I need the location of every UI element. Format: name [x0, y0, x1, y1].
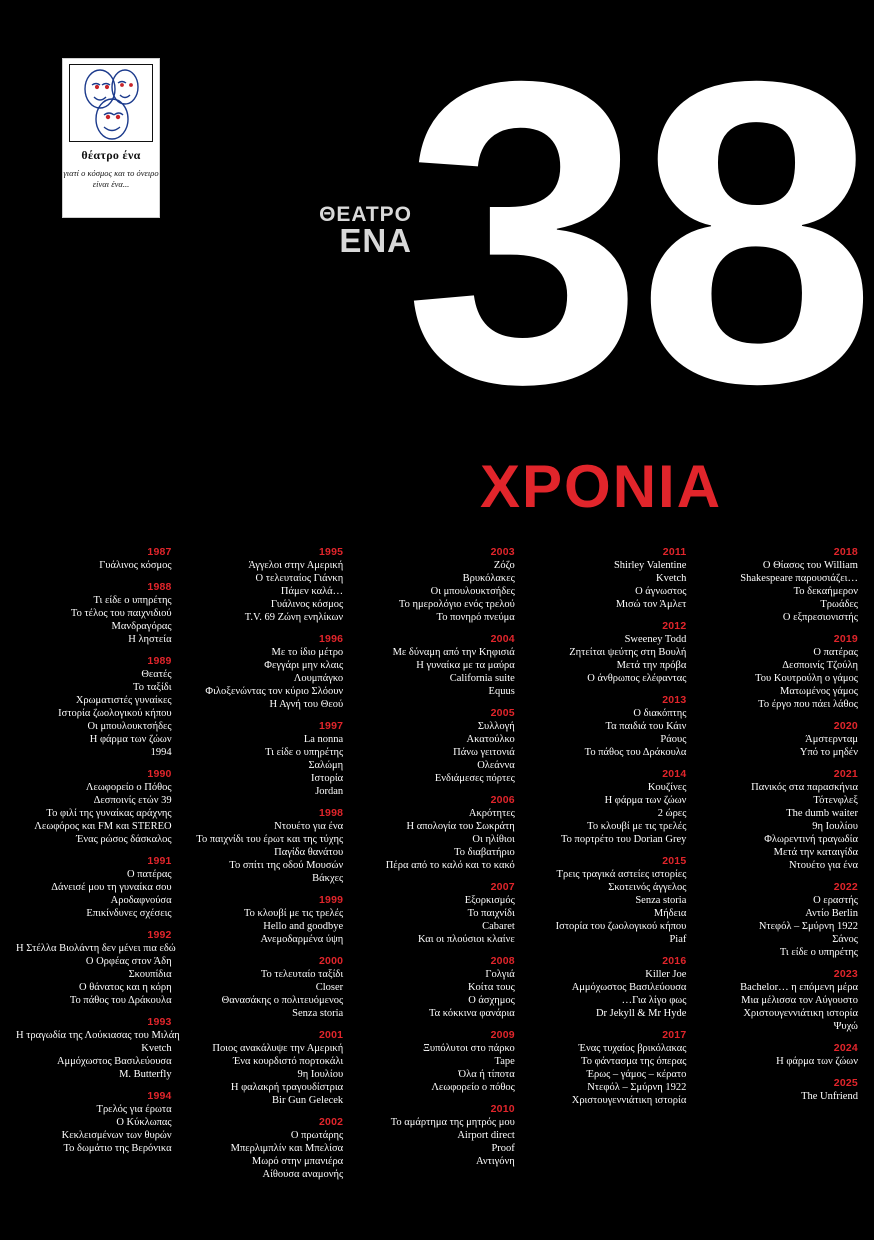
play-title: Οι ηλίθιοι [472, 834, 515, 845]
play-title: Ντεφόλ – Σμύρνη 1922 [587, 1082, 687, 1093]
play-title: Ολεάννα [477, 760, 515, 771]
play-title: Ζόζο [493, 560, 515, 571]
play-title: Μετά την πρόβα [616, 660, 687, 671]
play-title: Φεγγάρι μην κλαις [264, 660, 344, 671]
year-label: 2005 [490, 707, 515, 719]
play-title: Τι είδε ο υπηρέτης [93, 595, 172, 606]
column-2 [180, 546, 352, 1236]
play-title: Οι μπουλουκτσήδες [430, 586, 515, 597]
year-label: 1999 [319, 894, 344, 906]
play-title: Το φάντασμα της όπερας [581, 1056, 687, 1067]
year-group [16, 768, 172, 846]
play-title: Σκουπίδια [128, 969, 172, 980]
play-title: Ένα κουρδιστό πορτοκάλι [233, 1056, 344, 1067]
year-group [16, 1016, 180, 1081]
play-title: Το τελευταίο ταξίδι [260, 969, 344, 980]
play-title: Τα κόκκινα φανάρια [428, 1008, 515, 1019]
play-title: Ανεμοδαρμένα ύψη [260, 934, 344, 945]
play-title: Το πορτρέτο του Dorian Grey [560, 834, 687, 845]
play-title: Ο πατέρας [813, 647, 858, 658]
play-title: 2 ώρες [657, 808, 687, 819]
play-title: Τι είδε ο υπηρέτης [779, 947, 858, 958]
play-title: Βρυκόλακες [462, 573, 515, 584]
play-title: Αντίο Berlin [805, 908, 858, 919]
year-group [359, 1103, 515, 1168]
play-title: Ποιος ανακάλυψε την Αμερική [212, 1043, 344, 1054]
play-title: Ο εξπρεσιονιστής [782, 612, 858, 623]
play-title: Δάνεισέ μου τη γυναίκα σου [51, 882, 172, 893]
year-label: 1987 [147, 546, 172, 558]
year-group [531, 955, 687, 1020]
play-title: Το τέλος του παιχνιδιού [70, 608, 172, 619]
year-label: 1992 [147, 929, 172, 941]
year-group [359, 794, 515, 872]
play-title: Έρως – γάμος – κέρατο [586, 1069, 687, 1080]
play-title: Ο Θίασος του William [762, 560, 858, 571]
year-label: 2015 [662, 855, 687, 867]
play-title: Το φιλί της γυναίκας αράχνης [46, 808, 172, 819]
play-title: Ψυχώ [833, 1021, 858, 1032]
play-title: Kvetch [141, 1043, 172, 1054]
play-title: Ντουέτο για ένα [274, 821, 344, 832]
play-title: Closer [315, 982, 344, 993]
play-title: Proof [491, 1143, 515, 1154]
anniversary-number: 38 [404, 0, 871, 473]
play-title: Ξυπόλυτοι στο πάρκο [423, 1043, 515, 1054]
play-title: Jordan [315, 786, 344, 797]
play-title: Τι είδε ο υπηρέτης [265, 747, 344, 758]
year-label: 1998 [319, 807, 344, 819]
year-label: 2023 [833, 968, 858, 980]
play-title: Λεωφορείο ο Πόθος [85, 782, 172, 793]
brand-wordmark [318, 203, 412, 259]
year-group [531, 855, 687, 946]
year-label: 2001 [319, 1029, 344, 1041]
year-label: 2012 [662, 620, 687, 632]
productions-list [0, 546, 874, 1236]
play-title: Μήδεια [653, 908, 687, 919]
year-group [359, 955, 515, 1020]
play-title: Equus [488, 686, 515, 697]
play-title: Ιστορία ζωολογικού κήπου [58, 708, 172, 719]
play-title: Σαλώμη [308, 760, 344, 771]
year-group [188, 894, 344, 946]
year-group [188, 807, 344, 885]
play-title: Και οι πλούσιοι κλαίνε [418, 934, 515, 945]
play-title: Συλλογή [477, 721, 515, 732]
year-label: 2016 [662, 955, 687, 967]
play-title: Ένας τυχαίος βρικόλακας [578, 1043, 687, 1054]
year-group [359, 707, 515, 785]
play-title: Το πάθος του Δράκουλα [584, 747, 687, 758]
play-title: Η φάρμα των ζώων [89, 734, 172, 745]
play-title: Cabaret [482, 921, 515, 932]
play-title: Η φάρμα των ζώων [604, 795, 687, 806]
play-title: Φλωρεντινή τραγωδία [764, 834, 858, 845]
play-title: Όλα ή τίποτα [458, 1069, 515, 1080]
year-label: 2021 [833, 768, 858, 780]
play-title: Λεωφορείο ο πόθος [431, 1082, 515, 1093]
year-group [702, 881, 858, 959]
year-group [16, 546, 172, 572]
hero-section [0, 0, 874, 540]
play-title: 9η Ιουλίου [297, 1069, 344, 1080]
play-title: Το ταξίδι [133, 682, 172, 693]
play-title: Γυάλινος κόσμος [270, 599, 344, 610]
play-title: Ο άγνωστος [635, 586, 687, 597]
play-title: Η γυναίκα με τα μαύρα [416, 660, 515, 671]
year-group [16, 929, 176, 1007]
play-title: Ο πατέρας [127, 869, 172, 880]
play-title: Χρωματιστές γυναίκες [75, 695, 172, 706]
play-title: Η απολογία του Σωκράτη [406, 821, 515, 832]
year-group [359, 1029, 515, 1094]
play-title: Αροδαφνούσα [110, 895, 172, 906]
year-label: 1997 [319, 720, 344, 732]
year-group [188, 546, 344, 624]
play-title: 1994 [150, 747, 172, 758]
play-title: Τότενφλεξ [813, 795, 858, 806]
play-title: The dumb waiter [786, 808, 858, 819]
year-label: 2011 [662, 546, 687, 558]
play-title: Χριστουγεννιάτικη ιστορία [743, 1008, 858, 1019]
year-label: 2024 [833, 1042, 858, 1054]
play-title: Το δωμάτιο της Βερόνικα [63, 1143, 172, 1154]
year-label: 1988 [147, 581, 172, 593]
year-group [16, 855, 172, 920]
play-title: Ράους [660, 734, 687, 745]
year-group [702, 633, 858, 711]
play-title: Ματωμένος γάμος [780, 686, 858, 697]
play-title: The Unfriend [801, 1091, 858, 1102]
play-title: Σκοτεινός άγγελος [608, 882, 687, 893]
year-label: 1994 [147, 1090, 172, 1102]
year-group [531, 620, 687, 685]
play-title: Η φάρμα των ζώων [776, 1056, 858, 1067]
year-label: 2020 [833, 720, 858, 732]
brand-line-1: ΘΕΑΤΡΟ [319, 203, 412, 226]
play-title: Με δύναμη από την Κηφισιά [392, 647, 515, 658]
play-title: Βάκχες [312, 873, 344, 884]
play-title: Το δεκαήμερον [793, 586, 858, 597]
play-title: Αμμόχωστος Βασιλεύουσα [56, 1056, 172, 1067]
column-4 [523, 546, 695, 1236]
play-title: Hello and goodbye [263, 921, 344, 932]
play-title: Tape [494, 1056, 515, 1067]
play-title: Αίθουσα αναμονής [262, 1169, 344, 1180]
play-title: Το ημερολόγιο ενός τρελού [398, 599, 515, 610]
play-title: Bir Gun Gelecek [272, 1095, 344, 1106]
play-title: Επικίνδυνες σχέσεις [86, 908, 172, 919]
year-group [531, 694, 687, 759]
play-title: Πάμεν καλά… [280, 586, 344, 597]
play-title: Μπερλιμπλίν και Μπελίσα [230, 1143, 344, 1154]
play-title: Τρεις τραγικά αστείες ιστορίες [556, 869, 687, 880]
year-label: 2009 [490, 1029, 515, 1041]
play-title: Θανασάκης ο πολιτευόμενος [221, 995, 344, 1006]
play-title: T.V. 69 Ζώνη ενηλίκων [244, 612, 344, 623]
play-title: Κουζίνες [647, 782, 687, 793]
play-title: Παγίδα θανάτου [274, 847, 344, 858]
play-title: Piaf [669, 934, 687, 945]
year-group [188, 633, 344, 711]
play-title: Το διαβατήριο [454, 847, 515, 858]
play-title: Το σπίτι της οδού Μουσών [229, 860, 344, 871]
play-title: Το κλουβί με τις τρελές [587, 821, 687, 832]
play-title: Μανδραγόρας [111, 621, 172, 632]
year-group [702, 720, 858, 759]
play-title: Ο άσχημος [468, 995, 515, 1006]
year-label: 2019 [833, 633, 858, 645]
play-title: Senza storia [292, 1008, 344, 1019]
play-title: Λουμπάγκο [293, 673, 344, 684]
play-title: Killer Joe [645, 969, 687, 980]
year-label: 1995 [319, 546, 344, 558]
play-title: Ο Κύκλωπας [116, 1117, 172, 1128]
logo-title: θέατρο ένα [81, 148, 141, 162]
play-title: Κεκλεισμένων των θυρών [61, 1130, 172, 1141]
play-title: Μωρό στην μπανιέρα [251, 1156, 344, 1167]
column-3 [351, 546, 523, 1236]
play-title: Ο τελευταίος Γιάνκη [255, 573, 344, 584]
play-title: Δεσποινίς ετών 39 [93, 795, 172, 806]
year-group [702, 968, 858, 1033]
play-title: 9η Ιουλίου [812, 821, 858, 832]
year-label: 1993 [147, 1016, 172, 1028]
year-group [188, 955, 344, 1020]
play-title: Πέρα από το καλό και το κακό [385, 860, 515, 871]
year-group [702, 1042, 858, 1068]
play-title: Φιλοξενώντας τον κύριο Σλόουν [205, 686, 344, 697]
year-group [531, 1029, 687, 1107]
year-label: 2022 [833, 881, 858, 893]
play-title: Senza storia [635, 895, 687, 906]
year-group [16, 581, 172, 646]
play-title: Λεωφόρος και FM και STEREO [34, 821, 172, 832]
column-1 [8, 546, 180, 1236]
year-group [188, 1116, 344, 1181]
play-title: Τρωάδες [820, 599, 858, 610]
play-title: Ο εραστής [813, 895, 858, 906]
play-title: Ντεφόλ – Σμύρνη 1922 [758, 921, 858, 932]
play-title: Αμμόχωστος Βασιλεύουσα [571, 982, 687, 993]
play-title: Ο Ορφέας στον Άδη [85, 956, 172, 967]
play-title: Γυάλινος κόσμος [99, 560, 172, 571]
play-title: Ο θάνατος και η κόρη [79, 982, 172, 993]
logo-tagline: γιατί ο κόσμος και το όνειρο είναι ένα... [63, 168, 159, 189]
play-title: Sweeney Todd [624, 634, 687, 645]
play-title: Άμστερνταμ [805, 734, 858, 745]
year-label: 2014 [662, 768, 687, 780]
year-label: 1996 [319, 633, 344, 645]
play-title: Η Αγνή του Θεού [269, 699, 344, 710]
play-title: Η Στέλλα Βιολάντη δεν μένει πια εδώ [16, 943, 176, 954]
play-title: Ιστορία [310, 773, 344, 784]
play-title: Χριστουγεννιάτικη ιστορία [571, 1095, 687, 1106]
theatre-logo [62, 58, 160, 218]
play-title: Το έργο που πάει λάθος [758, 699, 858, 710]
year-group [16, 655, 172, 759]
year-group [702, 1077, 858, 1103]
play-title: Ζητείται ψεύτης στη Βουλή [569, 647, 687, 658]
play-title: Μια μέλισσα τον Αύγουστο [741, 995, 858, 1006]
play-title: M. Butterfly [119, 1069, 172, 1080]
year-group [702, 768, 858, 872]
year-group [16, 1090, 172, 1155]
play-title: Bachelor… η επόμενη μέρα [740, 982, 858, 993]
year-label: 2013 [662, 694, 687, 706]
play-title: Δεσποινίς Τζούλη [782, 660, 858, 671]
year-label: 2025 [833, 1077, 858, 1089]
play-title: Του Κουτρούλη ο γάμος [755, 673, 858, 684]
play-title: Γολγιά [485, 969, 515, 980]
play-title: Dr Jekyll & Mr Hyde [595, 1008, 687, 1019]
play-title: Εξορκισμός [464, 895, 515, 906]
play-title: Το κλουβί με τις τρελές [243, 908, 344, 919]
play-title: Ντουέτο για ένα [788, 860, 858, 871]
year-label: 2003 [490, 546, 515, 558]
year-label: 1991 [147, 855, 172, 867]
year-group [359, 546, 515, 624]
column-5 [694, 546, 866, 1236]
year-group [531, 546, 687, 611]
year-label: 2010 [490, 1103, 515, 1115]
play-title: La nonna [303, 734, 344, 745]
play-title: Shakespeare παρουσιάζει… [740, 573, 858, 584]
play-title: California suite [449, 673, 515, 684]
play-title: Ο διακόπτης [633, 708, 687, 719]
play-title: Ιστορία του ζωολογικού κήπου [555, 921, 687, 932]
play-title: Τρελός για έρωτα [96, 1104, 172, 1115]
year-group [359, 881, 515, 946]
year-label: 2004 [490, 633, 515, 645]
three-masks-icon [69, 64, 153, 142]
play-title: Ο πρωτάρης [290, 1130, 344, 1141]
year-group [188, 720, 344, 798]
year-label: 2018 [833, 546, 858, 558]
play-title: Ακατούλκο [466, 734, 515, 745]
year-label: 2000 [319, 955, 344, 967]
play-title: Αντιγόνη [476, 1156, 515, 1167]
play-title: Θεατές [141, 669, 172, 680]
play-title: Πανικός στα παρασκήνια [751, 782, 858, 793]
play-title: Το πάθος του Δράκουλα [69, 995, 172, 1006]
year-group [188, 1029, 344, 1107]
play-title: Πάνω γειτονιά [453, 747, 515, 758]
year-label: 2006 [490, 794, 515, 806]
brand-line-2: ΕΝΑ [339, 221, 412, 259]
year-label: 1990 [147, 768, 172, 780]
play-title: …Για λίγο φως [621, 995, 687, 1006]
year-label: 2007 [490, 881, 515, 893]
year-label: 2017 [662, 1029, 687, 1041]
play-title: Airport direct [457, 1130, 515, 1141]
play-title: Σάνος [832, 934, 858, 945]
play-title: Ακρότητες [468, 808, 515, 819]
play-title: Τα παιδιά του Κάιν [605, 721, 687, 732]
year-label: 2008 [490, 955, 515, 967]
year-group [702, 546, 858, 624]
play-title: Κοίτα τους [467, 982, 515, 993]
play-title: Υπό το μηδέν [799, 747, 858, 758]
play-title: Η ληστεία [128, 634, 172, 645]
play-title: Ενδιάμεσες πόρτες [434, 773, 515, 784]
play-title: Kvetch [656, 573, 687, 584]
play-title: Μετά την καταιγίδα [773, 847, 858, 858]
play-title: Με το ίδιο μέτρο [271, 647, 344, 658]
play-title: Το παιχνίδι του έρωτ και της τύχης [196, 834, 344, 845]
anniversary-word: ΧΡΟΝΙΑ [480, 453, 723, 520]
play-title: Shirley Valentine [613, 560, 687, 571]
year-group [359, 633, 515, 698]
year-group [531, 768, 687, 846]
play-title: Ο άνθρωπος ελέφαντας [587, 673, 687, 684]
play-title: Το πονηρό πνεύμα [436, 612, 515, 623]
play-title: Η φαλακρή τραγουδίστρια [230, 1082, 344, 1093]
play-title: Το παιχνίδι [467, 908, 515, 919]
year-label: 1989 [147, 655, 172, 667]
play-title: Ένας ρώσος δάσκαλος [76, 834, 172, 845]
play-title: Άγγελοι στην Αμερική [248, 560, 344, 571]
play-title: Μισώ τον Άμλετ [615, 599, 687, 610]
year-label: 2002 [319, 1116, 344, 1128]
play-title: Η τραγωδία της Λούκιασας του Μιλάη [16, 1030, 180, 1041]
play-title: Το αμάρτημα της μητρός μου [390, 1117, 515, 1128]
play-title: Οι μπουλουκτσήδες [87, 721, 172, 732]
